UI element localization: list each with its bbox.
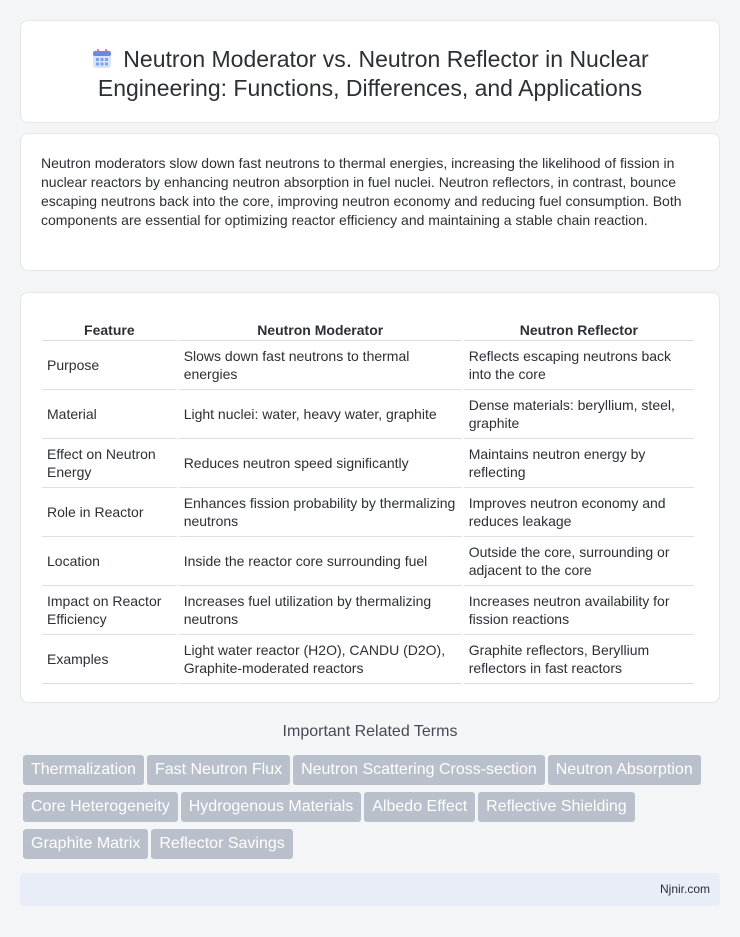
term-tag[interactable]: Fast Neutron Flux (147, 755, 290, 785)
header-feature: Feature (42, 313, 177, 341)
footer-site-link[interactable]: Njnir.com (659, 882, 710, 896)
feature-cell: Location (42, 537, 177, 586)
tag-row (23, 829, 723, 866)
table-header-row (42, 313, 694, 341)
term-tag[interactable]: Core Heterogeneity (23, 792, 178, 822)
reflector-cell: Dense materials: beryllium, steel, graphite (464, 390, 694, 439)
term-tag[interactable]: Reflective Shielding (478, 792, 635, 822)
footer (20, 873, 720, 906)
reflector-cell: Graphite reflectors, Beryllium reflectors in fast reactors (464, 635, 694, 684)
term-tag[interactable]: Thermalization (23, 755, 144, 785)
reflector-cell: Maintains neutron energy by reflecting (464, 439, 694, 488)
moderator-cell: Reduces neutron speed significantly (179, 439, 462, 488)
reflector-cell: Improves neutron economy and reduces leakage (464, 488, 694, 537)
table-row (42, 390, 694, 439)
term-tag[interactable]: Neutron Scattering Cross-section (293, 755, 545, 785)
related-terms-list (23, 755, 723, 866)
intro-card (20, 133, 720, 271)
table-row (42, 635, 694, 684)
page-title-text: Neutron Moderator vs. Neutron Reflector in Nuclear Engineering: Functions, Differences, and Applications (97, 46, 649, 101)
feature-cell: Purpose (42, 341, 177, 390)
reflector-cell: Increases neutron availability for fission reactions (464, 586, 694, 635)
feature-cell: Effect on Neutron Energy (42, 439, 177, 488)
header-reflector: Neutron Reflector (464, 313, 694, 341)
feature-cell: Role in Reactor (42, 488, 177, 537)
table-row (42, 488, 694, 537)
table-row (42, 341, 694, 390)
table-row (42, 537, 694, 586)
term-tag[interactable]: Albedo Effect (364, 792, 475, 822)
moderator-cell: Light nuclei: water, heavy water, graphite (179, 390, 462, 439)
tag-row (23, 755, 723, 792)
table-row (42, 586, 694, 635)
calendar-icon (91, 48, 113, 70)
moderator-cell: Slows down fast neutrons to thermal energies (179, 341, 462, 390)
page-title (21, 21, 719, 103)
term-tag[interactable]: Reflector Savings (151, 829, 292, 859)
title-card (20, 20, 720, 123)
comparison-table (40, 313, 696, 684)
comparison-card (20, 292, 720, 703)
reflector-cell: Reflects escaping neutrons back into the core (464, 341, 694, 390)
term-tag[interactable]: Hydrogenous Materials (181, 792, 362, 822)
moderator-cell: Inside the reactor core surrounding fuel (179, 537, 462, 586)
term-tag[interactable]: Graphite Matrix (23, 829, 148, 859)
moderator-cell: Enhances fission probability by thermalizing neutrons (179, 488, 462, 537)
related-terms-heading: Important Related Terms (282, 723, 458, 740)
header-moderator: Neutron Moderator (179, 313, 462, 341)
moderator-cell: Increases fuel utilization by thermalizing neutrons (179, 586, 462, 635)
feature-cell: Material (42, 390, 177, 439)
tag-row (23, 792, 723, 829)
reflector-cell: Outside the core, surrounding or adjacent to the core (464, 537, 694, 586)
term-tag[interactable]: Neutron Absorption (548, 755, 701, 785)
intro-paragraph: Neutron moderators slow down fast neutrons to thermal energies, increasing the likelihood of fission in nuclear reactors by enhancing neutron absorption in fuel nuclei. Neutron reflectors, in contrast, bounce escaping neutrons back into the core, improving neutron economy and reducing fuel consumption. Both components are essential for optimizing reactor efficiency and maintaining a stable chain reaction. (41, 155, 682, 228)
feature-cell: Impact on Reactor Efficiency (42, 586, 177, 635)
feature-cell: Examples (42, 635, 177, 684)
moderator-cell: Light water reactor (H2O), CANDU (D2O), Graphite-moderated reactors (179, 635, 462, 684)
table-row (42, 439, 694, 488)
